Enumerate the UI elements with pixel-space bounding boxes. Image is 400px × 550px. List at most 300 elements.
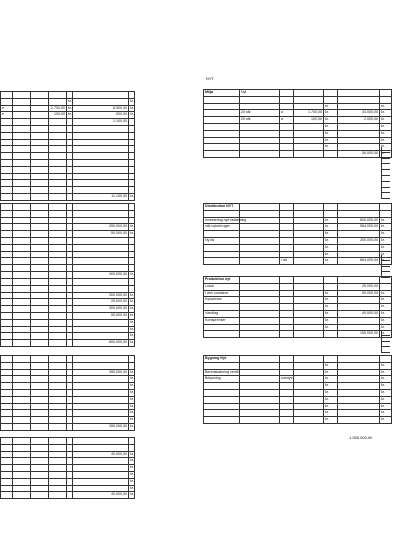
table-row	[204, 376, 392, 383]
table-cell: 350.000,00	[73, 224, 129, 231]
table-cell: kr.	[324, 389, 338, 396]
table-cell	[240, 277, 280, 284]
table-row	[1, 485, 135, 492]
table-cell: kr.	[129, 492, 135, 499]
table-row	[204, 237, 392, 244]
table-row	[1, 244, 135, 251]
table-row	[204, 317, 392, 324]
table-cell	[49, 471, 67, 478]
table-cell: e	[1, 105, 13, 112]
table-cell	[129, 159, 135, 166]
table-cell: kr.	[129, 299, 135, 306]
table-cell	[240, 403, 280, 410]
table-cell	[280, 251, 294, 258]
table-row	[1, 105, 135, 112]
table-cell	[49, 376, 67, 383]
table-cell	[13, 356, 31, 363]
table-cell: 100,00	[294, 117, 324, 124]
table-cell: kr.	[129, 224, 135, 231]
table-cell	[1, 396, 13, 403]
table-cell: kr.	[380, 362, 392, 369]
table-cell	[324, 283, 338, 290]
table-cell	[49, 173, 67, 180]
table-cell: kr.	[324, 369, 338, 376]
table-cell	[1, 159, 13, 166]
table-cell	[280, 310, 294, 317]
table-cell	[73, 319, 129, 326]
table-cell: kr.	[324, 324, 338, 331]
table-cell	[31, 389, 49, 396]
table-cell: Bygning Nyt	[204, 356, 240, 363]
table-cell	[294, 369, 324, 376]
table-cell	[49, 356, 67, 363]
table-cell	[204, 403, 240, 410]
table-cell	[129, 217, 135, 224]
table-cell: kr.	[129, 410, 135, 417]
table-cell: kr.	[380, 403, 392, 410]
table-cell	[280, 137, 294, 144]
table-cell: 8.500,00	[73, 105, 129, 112]
table-cell	[1, 173, 13, 180]
table-cell	[49, 146, 67, 153]
table-cell	[73, 210, 129, 217]
table-cell: kr.	[380, 217, 392, 224]
table-cell	[1, 231, 13, 238]
table-cell: kr.	[324, 310, 338, 317]
table-cell: kr.	[380, 258, 392, 265]
grand-total: 1.055.000,00	[349, 435, 373, 440]
table-cell	[13, 159, 31, 166]
table-cell	[13, 292, 31, 299]
table-cell: kr.	[324, 297, 338, 304]
table-cell	[13, 423, 31, 430]
table-row	[204, 103, 392, 110]
table-cell	[338, 103, 380, 110]
table-cell	[240, 144, 280, 151]
table-cell	[324, 90, 338, 97]
table-cell	[129, 187, 135, 194]
table-cell	[49, 389, 67, 396]
table-cell: Miljø	[204, 90, 240, 97]
table-cell	[49, 153, 67, 160]
table-cell	[129, 265, 135, 272]
table-cell: e	[1, 112, 13, 119]
table-cell	[1, 376, 13, 383]
table-cell	[294, 258, 324, 265]
table-cell	[294, 244, 324, 251]
table-cell	[1, 299, 13, 306]
table-cell: Distribution NYT	[204, 204, 240, 211]
table-cell	[1, 492, 13, 499]
table-row	[204, 297, 392, 304]
table-cell	[73, 389, 129, 396]
table-cell	[280, 103, 294, 110]
table-cell	[204, 231, 240, 238]
table-cell	[13, 231, 31, 238]
table-cell: kr.	[324, 103, 338, 110]
table-cell	[204, 389, 240, 396]
table-cell	[49, 396, 67, 403]
table-cell	[31, 159, 49, 166]
table-cell	[13, 237, 31, 244]
table-cell: kr.	[129, 369, 135, 376]
table-cell	[280, 130, 294, 137]
table-row	[204, 231, 392, 238]
table-cell	[49, 251, 67, 258]
table-cell	[1, 204, 13, 211]
table-cell	[1, 458, 13, 465]
table-cell: kr.	[380, 151, 392, 158]
table-cell	[31, 217, 49, 224]
table-cell	[13, 217, 31, 224]
table-cell	[294, 137, 324, 144]
table-cell	[280, 151, 294, 158]
table-cell: Belysning	[204, 376, 240, 383]
table-cell: kr.	[324, 410, 338, 417]
table-cell	[240, 310, 280, 317]
table-row	[204, 417, 392, 424]
table-cell: kr.	[129, 306, 135, 313]
table-cell: kr.	[129, 417, 135, 424]
table-cell	[240, 96, 280, 103]
table-cell	[13, 319, 31, 326]
table-cell: kr.	[380, 224, 392, 231]
table-cell	[13, 139, 31, 146]
table-cell: kr.	[324, 144, 338, 151]
table-cell	[73, 217, 129, 224]
table-cell	[1, 132, 13, 139]
table-cell	[31, 98, 49, 105]
table-cell: kr.	[380, 130, 392, 137]
table-cell	[13, 173, 31, 180]
table-cell	[280, 362, 294, 369]
table-cell: kr.	[380, 310, 392, 317]
table-cell	[73, 410, 129, 417]
table-cell	[280, 290, 294, 297]
table-cell	[294, 151, 324, 158]
table-cell	[13, 146, 31, 153]
table-cell	[49, 210, 67, 217]
table-cell: 155.000,00	[338, 331, 380, 338]
table-cell	[73, 251, 129, 258]
table-cell	[73, 92, 129, 99]
table-cell: kr.	[324, 362, 338, 369]
table-cell	[1, 187, 13, 194]
table-cell: kr.	[324, 376, 338, 383]
table-cell	[49, 458, 67, 465]
table-cell	[13, 244, 31, 251]
table-cell	[129, 173, 135, 180]
table-cell	[1, 417, 13, 424]
table-cell	[240, 204, 280, 211]
table-cell	[240, 283, 280, 290]
table-cell	[49, 478, 67, 485]
table-cell	[31, 112, 49, 119]
table-cell	[240, 237, 280, 244]
table-cell	[73, 139, 129, 146]
table-cell	[49, 423, 67, 430]
table-row	[1, 356, 135, 363]
table-cell	[49, 217, 67, 224]
table-row	[204, 96, 392, 103]
table-cell: kr.	[324, 304, 338, 311]
table-cell	[49, 444, 67, 451]
table-row	[1, 396, 135, 403]
table-cell	[73, 285, 129, 292]
table-cell	[49, 465, 67, 472]
table-cell	[204, 130, 240, 137]
table-cell: kr.	[129, 271, 135, 278]
table-cell	[240, 130, 280, 137]
table-cell	[1, 265, 13, 272]
table-cell	[49, 119, 67, 126]
table-cell	[1, 285, 13, 292]
table-row	[204, 110, 392, 117]
table-cell: kr.	[67, 112, 73, 119]
table-cell	[294, 362, 324, 369]
table-row	[204, 144, 392, 151]
table-row	[1, 153, 135, 160]
table-row	[204, 403, 392, 410]
table-cell	[49, 187, 67, 194]
table-cell	[49, 237, 67, 244]
table-cell	[31, 292, 49, 299]
table-cell	[13, 112, 31, 119]
table-cell	[204, 362, 240, 369]
table-cell: kr.	[324, 258, 338, 265]
table-cell: 300.000,00	[73, 292, 129, 299]
table-cell	[240, 258, 280, 265]
table-cell	[280, 304, 294, 311]
table-cell	[1, 383, 13, 390]
table-cell	[13, 492, 31, 499]
table-cell	[31, 173, 49, 180]
table-cell: stik nyforbruger	[204, 224, 240, 231]
table-cell	[294, 410, 324, 417]
table-cell	[204, 110, 240, 117]
table-cell	[31, 417, 49, 424]
table-cell	[1, 258, 13, 265]
table-cell	[380, 210, 392, 217]
table-cell	[49, 326, 67, 333]
table-cell	[13, 478, 31, 485]
table-row	[1, 478, 135, 485]
table-row	[1, 333, 135, 340]
table-cell	[1, 217, 13, 224]
table-cell	[13, 224, 31, 231]
table-cell	[1, 465, 13, 472]
table-row	[204, 123, 392, 130]
table-cell: kr.	[380, 389, 392, 396]
table-cell: 40.000,00	[338, 310, 380, 317]
table-cell	[240, 356, 280, 363]
table-cell: 11.100,00	[73, 193, 129, 200]
table-cell	[13, 119, 31, 126]
table-cell: Nyt	[240, 90, 280, 97]
table-cell	[294, 237, 324, 244]
table-cell: kr.	[380, 244, 392, 251]
table-cell	[240, 224, 280, 231]
table-cell	[31, 132, 49, 139]
table-cell: 50.000,00	[73, 312, 129, 319]
table-cell	[73, 362, 129, 369]
table-cell	[73, 417, 129, 424]
table-cell: kr.	[324, 244, 338, 251]
table-cell: Kylsamme	[204, 297, 240, 304]
table-cell: kr.	[380, 383, 392, 390]
table-cell	[49, 492, 67, 499]
table-cell	[31, 383, 49, 390]
table-cell	[31, 119, 49, 126]
table-row	[1, 258, 135, 265]
table-row	[1, 369, 135, 376]
table-cell	[1, 369, 13, 376]
table-cell	[204, 417, 240, 424]
table-cell	[49, 279, 67, 286]
table-cell: 200.000,00	[338, 237, 380, 244]
table-cell	[338, 304, 380, 311]
table-cell	[13, 444, 31, 451]
table-cell	[73, 333, 129, 340]
right-edge-gridlines-3	[381, 330, 390, 353]
table-cell	[31, 471, 49, 478]
table-row	[204, 277, 392, 284]
table-cell	[240, 297, 280, 304]
table-cell	[1, 292, 13, 299]
table-row	[204, 304, 392, 311]
table-cell	[1, 333, 13, 340]
table-cell: kr.	[380, 137, 392, 144]
table-cell	[338, 362, 380, 369]
table-row	[204, 369, 392, 376]
table-row	[1, 166, 135, 173]
table-cell	[380, 90, 392, 97]
table-cell: kr.	[129, 376, 135, 383]
table-cell	[73, 458, 129, 465]
table-cell	[13, 312, 31, 319]
table-cell: 34.000,00	[338, 110, 380, 117]
table-cell: 90.000,00	[338, 290, 380, 297]
table-cell	[73, 132, 129, 139]
table-row	[204, 389, 392, 396]
table-cell: kr.	[380, 103, 392, 110]
table-cell	[129, 285, 135, 292]
table-cell	[1, 340, 13, 347]
table-cell	[13, 265, 31, 272]
table-cell	[13, 333, 31, 340]
table-cell	[294, 317, 324, 324]
table-cell	[294, 417, 324, 424]
table-cell	[129, 251, 135, 258]
table-cell: kr.	[324, 130, 338, 137]
table-row	[204, 324, 392, 331]
table-cell: kr.	[129, 471, 135, 478]
table-cell	[204, 410, 240, 417]
table-cell: kr.	[129, 193, 135, 200]
table-cell: kr.	[324, 251, 338, 258]
table-cell	[280, 369, 294, 376]
table-cell: Lokal	[204, 283, 240, 290]
table-cell	[1, 139, 13, 146]
table-cell	[49, 319, 67, 326]
table-cell	[294, 383, 324, 390]
table-row	[1, 306, 135, 313]
table-row	[1, 389, 135, 396]
table-cell	[31, 139, 49, 146]
table-cell: 50.000,00	[73, 231, 129, 238]
table-cell	[73, 465, 129, 472]
table-cell	[73, 237, 129, 244]
table-cell	[73, 146, 129, 153]
table-row	[204, 258, 392, 265]
table-cell	[338, 123, 380, 130]
table-cell: kr.	[324, 383, 338, 390]
table-cell	[31, 369, 49, 376]
table-cell	[240, 383, 280, 390]
table-cell	[338, 383, 380, 390]
table-cell: Vandtag	[204, 310, 240, 317]
table-cell	[13, 187, 31, 194]
table-row	[1, 362, 135, 369]
table-cell	[129, 362, 135, 369]
table-cell	[49, 231, 67, 238]
table-row	[1, 92, 135, 99]
table-cell: 600.000,00	[73, 340, 129, 347]
table-cell	[324, 151, 338, 158]
table-cell	[31, 224, 49, 231]
table-cell	[31, 306, 49, 313]
table-cell: kr.	[129, 105, 135, 112]
table-cell	[49, 369, 67, 376]
table-row	[1, 299, 135, 306]
table-cell	[49, 285, 67, 292]
table-row	[204, 130, 392, 137]
table-cell	[240, 396, 280, 403]
table-cell	[31, 265, 49, 272]
table-cell: kr.	[380, 251, 392, 258]
table-row	[1, 340, 135, 347]
table-cell	[31, 105, 49, 112]
table-cell: kr.	[380, 290, 392, 297]
table-cell	[49, 224, 67, 231]
table-cell	[13, 362, 31, 369]
table-row	[1, 285, 135, 292]
table-cell	[1, 485, 13, 492]
table-cell: overlys	[280, 376, 294, 383]
table-cell	[73, 98, 129, 105]
table-cell	[129, 139, 135, 146]
table-cell	[129, 119, 135, 126]
table-row	[1, 451, 135, 458]
table-cell: kr.	[129, 292, 135, 299]
table-cell	[204, 123, 240, 130]
table-cell	[31, 180, 49, 187]
table-cell	[31, 376, 49, 383]
table-cell	[204, 396, 240, 403]
table-cell	[240, 304, 280, 311]
table-cell	[73, 438, 129, 445]
table-row	[204, 290, 392, 297]
table-cell	[338, 356, 380, 363]
table-cell: kr.	[324, 217, 338, 224]
table-row	[204, 283, 392, 290]
table-cell	[280, 217, 294, 224]
table-cell	[294, 324, 324, 331]
table-cell	[324, 277, 338, 284]
left-budget-table-1	[0, 91, 135, 201]
table-row	[1, 173, 135, 180]
table-row	[1, 217, 135, 224]
